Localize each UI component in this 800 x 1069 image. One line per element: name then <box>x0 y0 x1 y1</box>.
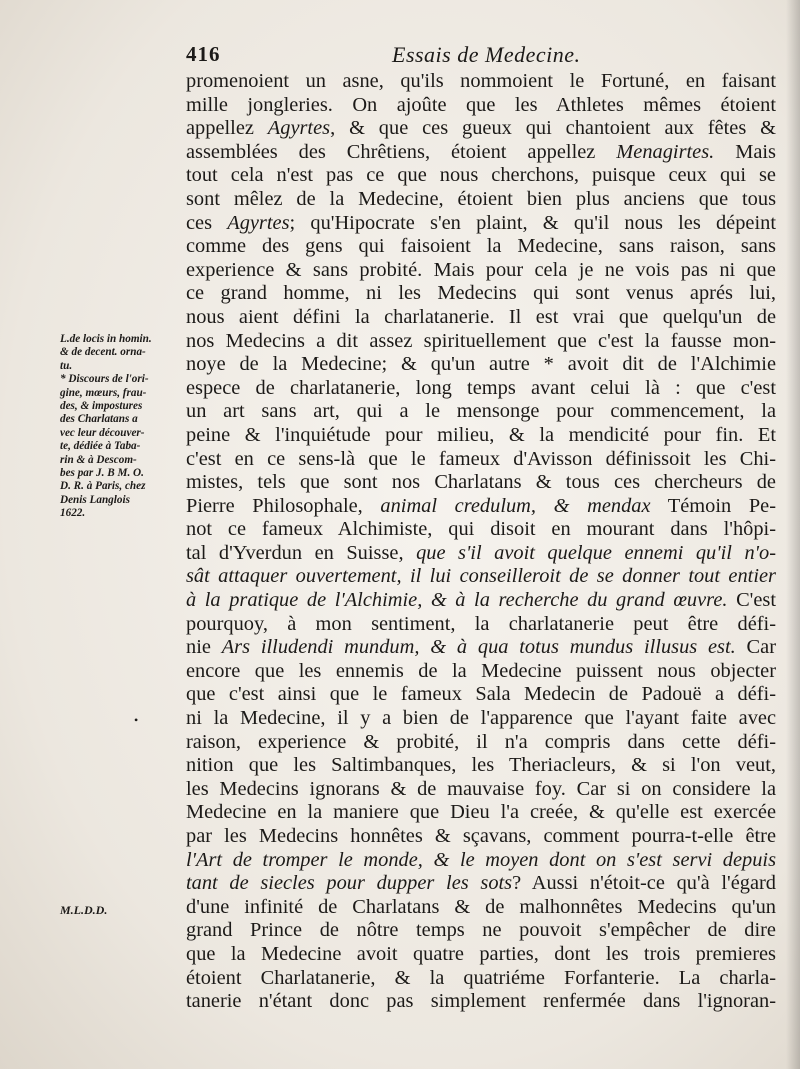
text-line <box>186 164 776 188</box>
margin-note-line: bes par J. B M. O. <box>60 466 144 479</box>
text-segment: que la Medecine avoit quatre parties, dont les trois premieres <box>186 942 776 965</box>
text-segment: , & que ces gueux qui chantoient aux fêtes & <box>330 117 776 140</box>
margin-note-line: rin & à Descom- <box>60 453 137 466</box>
text-segment: étoient Charlatanerie, & la quatriéme Forfanterie. La charla- <box>186 966 776 989</box>
text-line <box>186 660 776 684</box>
text-segment: raison, experience & probité, il n'a compris dans cette défi- <box>186 730 776 753</box>
text-segment: Mais <box>714 140 776 163</box>
text-segment: tout cela n'est pas ce que nous cherchons, puisque ceux qui se <box>186 164 776 187</box>
text-line <box>186 707 776 731</box>
text-segment: noye de la Medecine; & qu'un autre * avoit dit de l'Alchimie <box>186 353 776 376</box>
text-line <box>186 471 776 495</box>
text-segment: comme des gens qui faisoient la Medecine, sans raison, sans <box>186 235 776 258</box>
text-segment: ? Aussi n'étoit-ce qu'à l'égard <box>512 872 776 895</box>
text-segment: d'une infinité de Charlatans & de malhonnêtes Medecins qu'un <box>186 895 776 918</box>
text-line <box>186 400 776 424</box>
margin-note-line: des, & impostures <box>60 399 143 412</box>
margin-note-line: & de decent. orna- <box>60 346 146 359</box>
text-segment: tanerie n'étant donc pas simplement renfermée dans l'ignoran- <box>186 990 776 1013</box>
text-segment: par les Medecins honnêtes & sçavans, comment pourra-t-elle être <box>186 825 776 847</box>
text-segment: Pierre Philosophale, <box>186 494 381 517</box>
text-segment: pourquoy, à mon sentiment, la charlatanerie peut être défi- <box>186 612 776 635</box>
italic-segment: Menagirtes. <box>616 140 715 163</box>
text-segment: experience & sans probité. Mais pour cela je ne vois pas ni que <box>186 258 776 281</box>
text-line <box>186 872 776 896</box>
text-segment: ni la Medecine, il y a bien de l'apparence que l'ayant faite avec <box>186 707 776 730</box>
text-segment: les Medecins ignorans & de mauvaise foy. Car si on considere la <box>186 777 776 800</box>
text-line <box>186 424 776 448</box>
margin-note-line: 1622. <box>60 507 86 520</box>
margin-note-line: L.de locis in homin. <box>60 333 152 345</box>
text-segment: not ce fameux Alchimiste, qui disoit en mourant dans l'hôpi- <box>186 518 776 541</box>
text-line <box>186 825 776 849</box>
text-line <box>186 542 776 566</box>
text-segment: espece de charlatanerie, long temps avant celui là : que c'est <box>186 376 776 399</box>
italic-segment: Agyrtes <box>267 117 331 140</box>
text-segment: Car <box>735 636 777 659</box>
text-segment: appellez <box>186 117 268 140</box>
running-title: Essais de Medecine. <box>392 42 581 67</box>
text-segment: peine & l'inquiétude pour milieu, & la mendicité pour fin. Et <box>186 423 776 446</box>
italic-segment: Ars illudendi mundum, & à qua totus mundus illusus est. <box>221 636 736 659</box>
margin-note-line: tu. <box>60 359 73 372</box>
text-segment: c'est en ce sens-là que le fameux d'Avisson définissoit les Chi- <box>186 447 776 470</box>
text-segment: ces <box>186 211 228 234</box>
text-segment: que c'est ainsi que le fameux Sala Medecin de Padouë a défi- <box>186 683 776 706</box>
text-segment: Témoin Pe- <box>650 494 777 517</box>
page-number: 416 <box>186 42 221 66</box>
margin-note-line: vec leur découver- <box>60 426 145 439</box>
italic-segment: sât attaquer ouvertement, il lui conseilleroit de se donner tout entier <box>186 565 776 588</box>
page-header <box>186 42 771 72</box>
text-line <box>186 94 776 118</box>
margin-note-line: gine, mœurs, frau- <box>60 386 147 399</box>
margin-notes <box>60 333 182 520</box>
text-segment: nition que les Saltimbanques, les Theriacleurs, & si l'on veut, <box>186 754 776 777</box>
text-segment: mistes, tels que sont nos Charlatans & tous ces chercheurs de <box>186 471 776 494</box>
text-line <box>186 212 776 236</box>
text-line <box>186 896 776 920</box>
text-segment: promenoient un asne, qu'ils nommoient le Fortuné, en faisant <box>186 70 776 92</box>
body-text <box>186 70 776 1014</box>
text-line <box>186 495 776 519</box>
margin-note-line: * Discours de l'ori- <box>60 373 149 386</box>
margin-note-line: des Charlatans a <box>60 413 138 426</box>
text-line <box>186 613 776 637</box>
margin-bullet: • <box>134 713 139 727</box>
text-segment: mille jongleries. On ajoûte que les Athletes mêmes étoient <box>186 93 776 116</box>
text-line <box>186 282 776 306</box>
text-line <box>186 235 776 259</box>
italic-segment: Agyrtes <box>227 211 290 234</box>
italic-segment: que s'il avoit quelque ennemi qu'il n'o- <box>416 541 776 564</box>
text-segment: ce grand homme, ni les Medecins qui sont venus aprés lui, <box>186 282 776 305</box>
text-line <box>186 565 776 589</box>
text-line <box>186 943 776 967</box>
text-segment: sont mêlez de la Medecine, étoient bien plus anciens que tous <box>186 187 776 210</box>
text-line <box>186 849 776 873</box>
italic-segment: tant de siecles pour dupper les sots <box>186 872 513 895</box>
text-line <box>186 70 776 94</box>
text-segment: nous aient défini la charlatanerie. Il est vrai que quelqu'un de <box>186 305 776 328</box>
text-line <box>186 589 776 613</box>
italic-segment: l'Art de tromper le monde, & le moyen dont on s'est servi depuis <box>186 848 776 871</box>
text-line <box>186 188 776 212</box>
text-segment: tal d'Yverdun en Suisse, <box>186 541 417 564</box>
text-segment: nos Medecins a dit assez spirituellement que c'est la fausse mon- <box>186 329 776 352</box>
text-line <box>186 683 776 707</box>
text-line <box>186 967 776 991</box>
margin-note-line: Denis Langlois <box>60 493 130 506</box>
text-line <box>186 801 776 825</box>
margin-reference: M.L.D.D. <box>60 903 108 917</box>
text-line <box>186 636 776 660</box>
text-segment: nie <box>186 636 222 659</box>
text-line <box>186 448 776 472</box>
text-segment: Medecine en la maniere que Dieu l'a creée, & qu'elle est exercée <box>186 801 776 824</box>
margin-note-line: te, dédiée à Taba- <box>60 440 141 453</box>
text-line <box>186 919 776 943</box>
text-segment: un art sans art, qui a le mensonge pour commencement, la <box>186 400 776 423</box>
text-line <box>186 778 776 802</box>
text-line <box>186 306 776 330</box>
text-line <box>186 518 776 542</box>
text-segment: C'est <box>727 589 776 612</box>
text-line <box>186 377 776 401</box>
page-edge-shadow <box>786 0 800 1069</box>
text-segment: assemblées des Chrêtiens, étoient appellez <box>186 140 617 163</box>
text-line <box>186 754 776 778</box>
text-line <box>186 731 776 755</box>
text-line <box>186 330 776 354</box>
text-segment: encore que les ennemis de la Medecine puissent nous objecter <box>186 659 776 682</box>
text-line <box>186 990 776 1014</box>
margin-note-line: D. R. à Paris, chez <box>60 480 146 493</box>
text-line <box>186 259 776 283</box>
text-line <box>186 353 776 377</box>
text-segment: ; qu'Hipocrate s'en plaint, & qu'il nous les dépeint <box>289 211 776 234</box>
text-line <box>186 141 776 165</box>
italic-segment: à la pratique de l'Alchimie, & à la recherche du grand œuvre. <box>186 589 728 612</box>
text-segment: grand Prince de nôtre temps ne pouvoit s'empêcher de dire <box>186 919 776 942</box>
text-line <box>186 117 776 141</box>
italic-segment: animal credulum, & mendax <box>380 494 651 517</box>
